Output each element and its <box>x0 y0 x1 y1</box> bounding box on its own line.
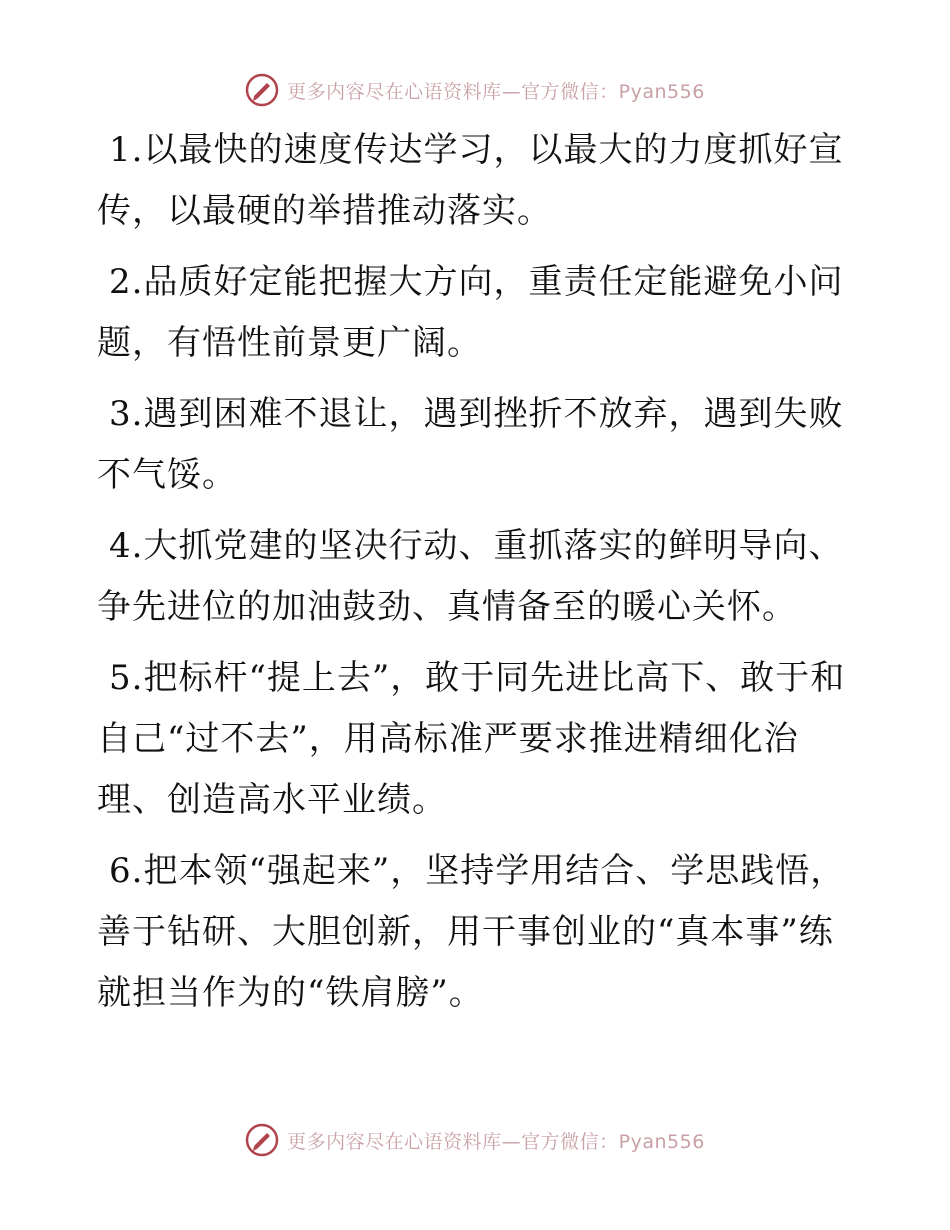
paragraph-number: 1. <box>109 130 144 170</box>
paragraph-5 <box>97 648 857 831</box>
paragraph-text: 大抓党建的坚决行动、重抓落实的鲜明导向、争先进位的加油鼓劲、真情备至的暖心关怀。 <box>97 526 844 627</box>
document-body <box>97 120 857 1034</box>
paragraph-text: 把标杆“提上去”，敢于同先进比高下、敢于和自己“过不去”，用高标准严要求推进精细化治理、创造高水平业绩。 <box>97 658 846 820</box>
paragraph-3 <box>97 384 857 506</box>
brand-logo-icon <box>245 1123 279 1157</box>
paragraph-number: 3. <box>109 394 144 434</box>
header-banner-text: 更多内容尽在心语资料库—官方微信：Pyan556 <box>287 80 705 103</box>
paragraph-2 <box>97 252 857 374</box>
paragraph-1 <box>97 120 857 242</box>
footer-banner <box>0 1120 950 1160</box>
paragraph-6 <box>97 841 857 1024</box>
paragraph-text: 把本领“强起来”，坚持学用结合、学思践悟，善于钻研、大胆创新，用干事创业的“真本事”练就担当作为的“铁肩膀”。 <box>97 851 846 1013</box>
paragraph-number: 5. <box>109 658 144 698</box>
paragraph-number: 4. <box>109 526 144 566</box>
brand-logo-icon <box>245 73 279 107</box>
paragraph-4 <box>97 516 857 638</box>
paragraph-number: 6. <box>109 851 144 891</box>
paragraph-text: 以最快的速度传达学习，以最大的力度抓好宣传，以最硬的举措推动落实。 <box>97 130 844 231</box>
footer-banner-text: 更多内容尽在心语资料库—官方微信：Pyan556 <box>287 1130 705 1153</box>
paragraph-text: 遇到困难不退让，遇到挫折不放弃，遇到失败不气馁。 <box>97 394 844 495</box>
paragraph-number: 2. <box>109 262 144 302</box>
header-banner <box>0 70 950 110</box>
paragraph-text: 品质好定能把握大方向，重责任定能避免小问题，有悟性前景更广阔。 <box>97 262 844 363</box>
